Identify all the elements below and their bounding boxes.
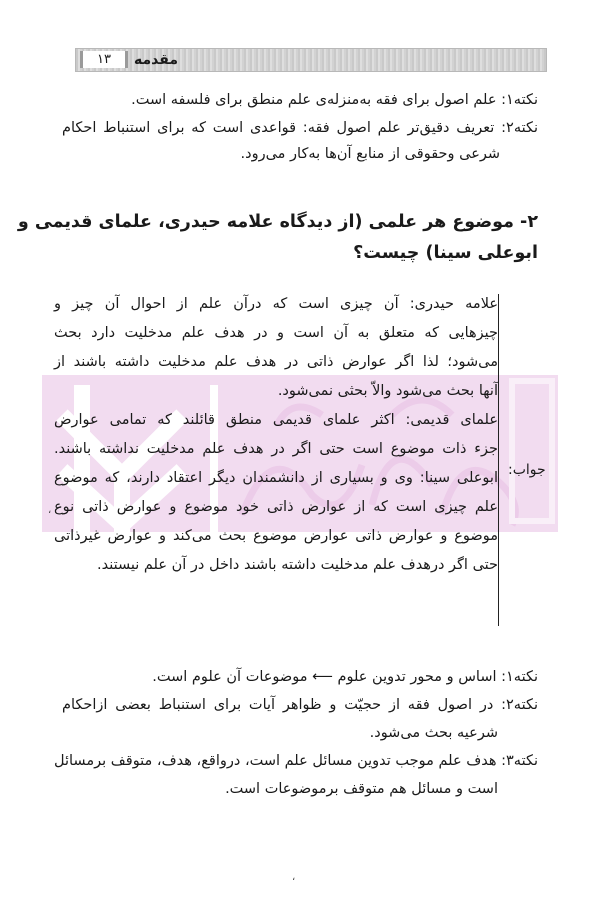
answer-label: جواب:: [508, 462, 546, 478]
note-label: نکته۲:: [501, 120, 539, 136]
note-1: [131, 92, 538, 108]
answer-line: می‌شود؛ لذا اگر عوارض ذاتی در هدف علم مدخلیت داشته باشند از: [54, 354, 498, 370]
answer-line: جزء ذات موضوع است حتی اگر در هدف علم مدخلیت نداشته باشند.: [54, 441, 498, 457]
closing-note-3-continuation: است و مسائل هم متوقف برموضوعات است.: [225, 781, 498, 797]
answer-line: چیزهایی که متعلق به آن است و در هدف علم مدخلیت دارد بحث: [54, 325, 498, 341]
answer-line: علمای قدیمی: اکثر علمای قدیمی منطق قائلند که تمامی عوارض: [54, 412, 498, 428]
answer-line: علامه حیدری: آن چیزی است که درآن علم از احوال آن چیز و: [54, 296, 498, 312]
closing-note-3: نکته۳: هدف علم موجب تدوین مسائل علم است، درواقع، هدف، متوقف برمسائل: [53, 753, 538, 769]
answer-line: موضوع و عوارض ذاتی عوارض موضوع بحث می‌کند و عوارض غیرذاتی: [54, 528, 498, 544]
answer-line: ابوعلی سینا: وی و بسیاری از دانشمندان دیگر اعتقاد دارند، که موضوع: [54, 470, 498, 486]
note-text: تعریف دقیق‌تر علم اصول فقه: قواعدی است که برای استنباط احکام: [62, 120, 495, 136]
answer-line: آنها بحث می‌شود والاّ بحثی نمی‌شود.: [277, 383, 498, 399]
question-heading-line-1: ۲- موضوع هر علمی (از دیدگاه علامه حیدری، علمای قدیمی و: [17, 212, 538, 232]
section-title: مقدمه: [134, 52, 178, 68]
note-2-continuation: شرعی وحقوقی از منابع آن‌ها به‌کار می‌رود.: [240, 146, 500, 162]
note-2: [62, 120, 538, 136]
closing-note-2-continuation: شرعیه بحث می‌شود.: [369, 725, 498, 741]
question-heading-line-2: ابوعلی سینا) چیست؟: [353, 243, 538, 263]
running-header: [75, 48, 547, 72]
closing-note-2: نکته۲: در اصول فقه از حجیّت و ظواهر آیات برای استنباط بعضی ازاحکام: [62, 697, 538, 713]
page-number: ۱۳: [80, 51, 128, 68]
closing-note-1: نکته۱: اساس و محور تدوین علوم ⟵ موضوعات آن علوم است.: [152, 669, 538, 685]
stray-mark: ،: [292, 872, 296, 883]
answer-line: حتی اگر درهدف علم مدخلیت داشته باشند داخل در آن علم نیستند.: [96, 557, 498, 573]
stray-mark: ،: [48, 505, 52, 516]
answer-line: علم چیزی است که از عوارض ذاتی خود موضوع و عوارض ذاتی نوع: [54, 499, 498, 515]
note-text: علم اصول برای فقه به‌منزله‌ی علم منطق برای فلسفه است.: [131, 92, 497, 108]
note-label: نکته۱:: [501, 92, 538, 108]
arrow-left-icon: ⟵: [312, 669, 333, 685]
answer-bracket: [498, 294, 505, 626]
